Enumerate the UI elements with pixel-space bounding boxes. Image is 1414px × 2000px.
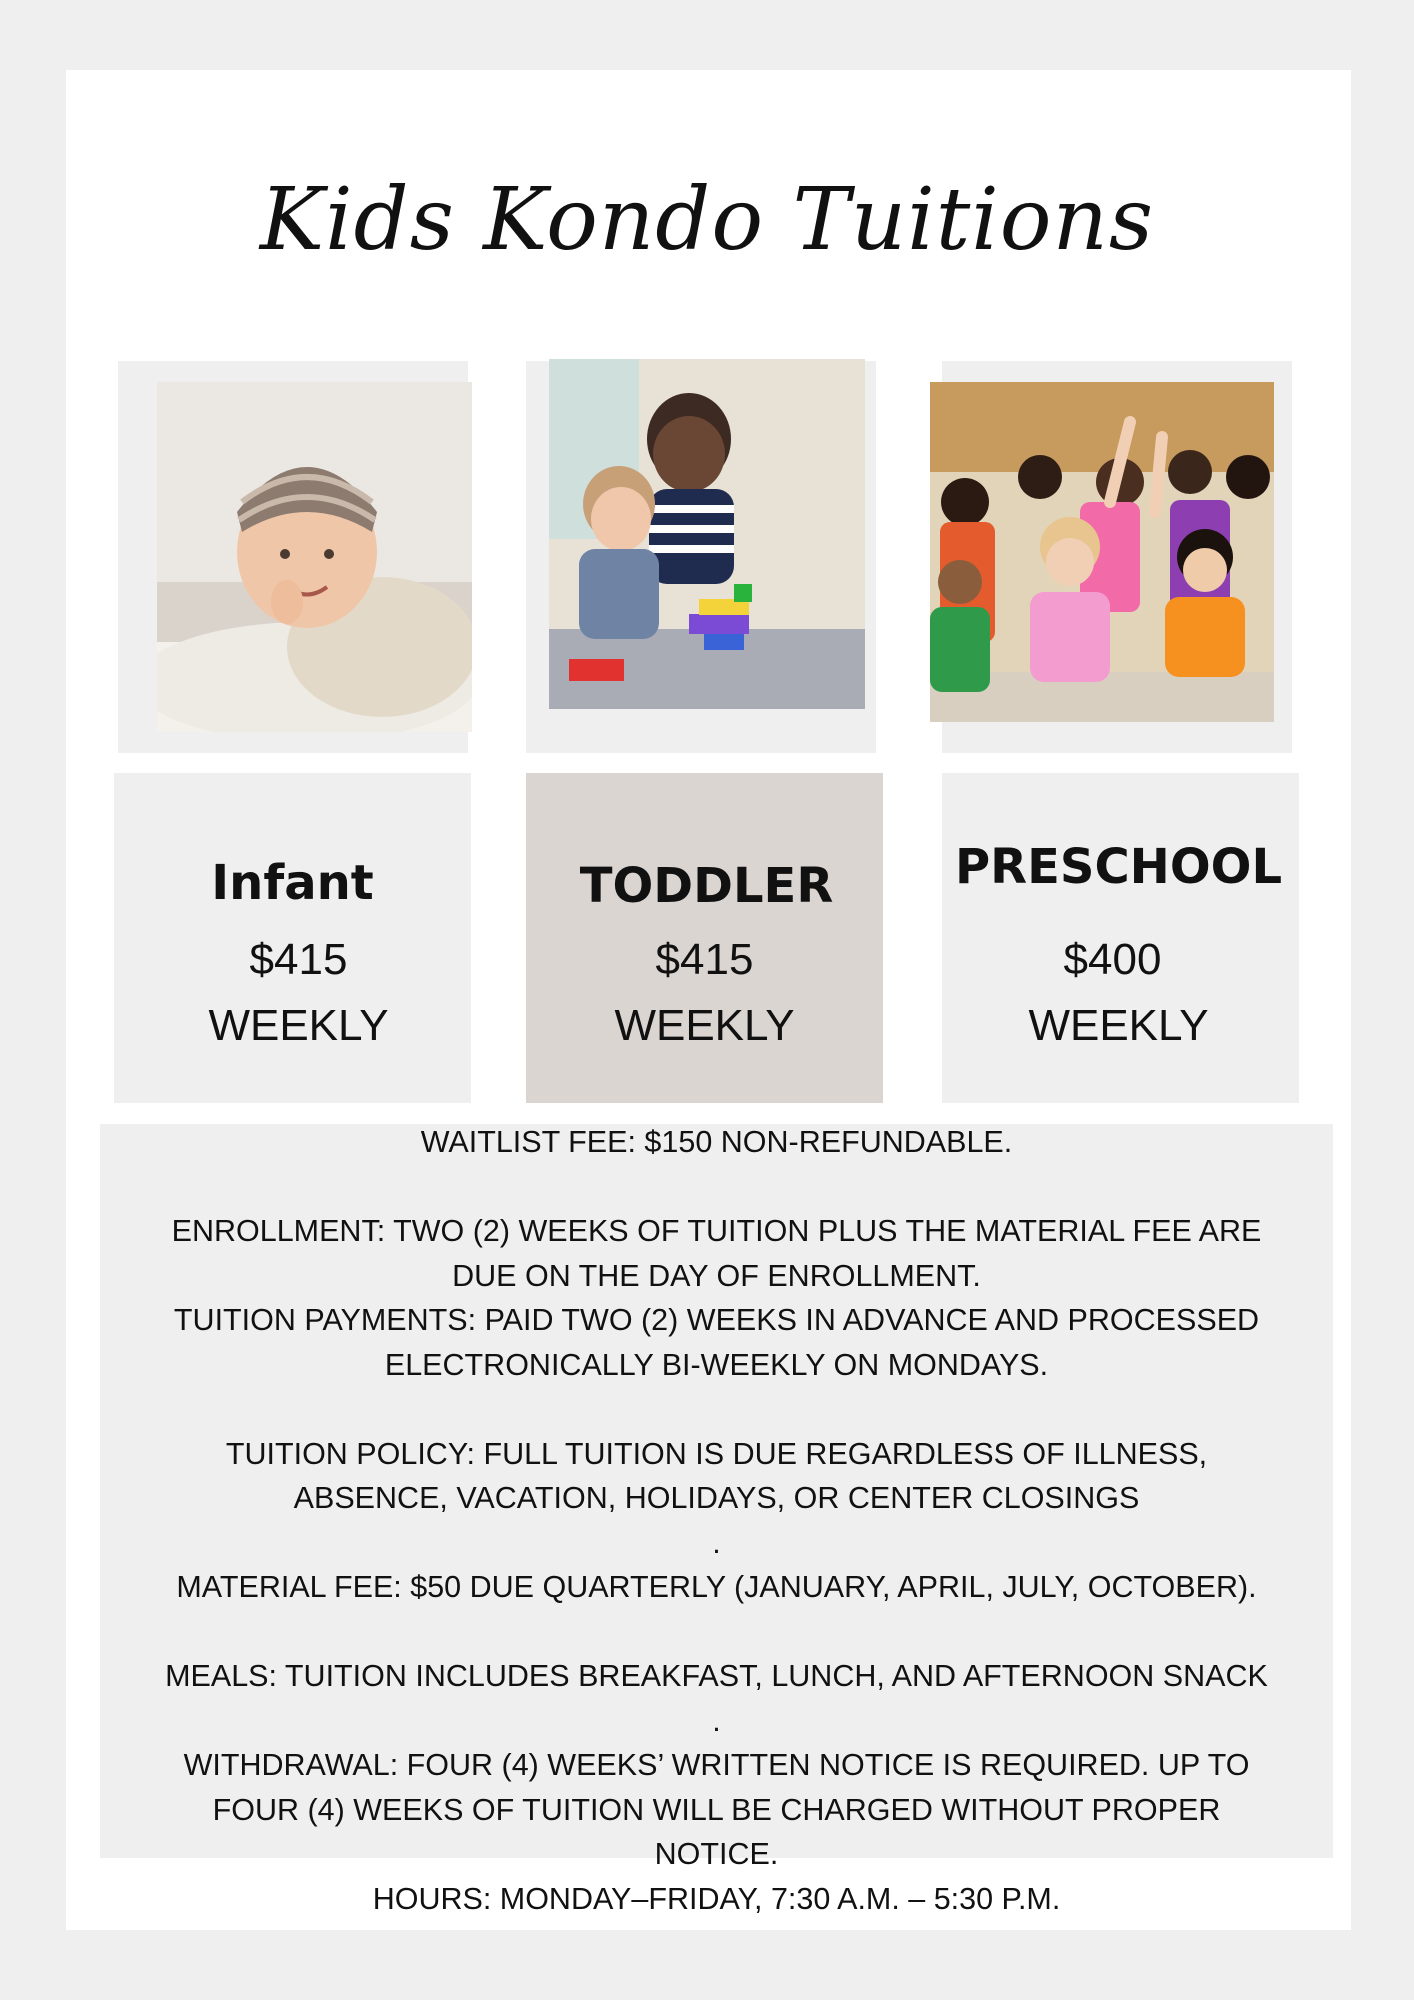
plan-name: TODDLER [579,858,834,914]
plan-period: WEEKLY [1028,1001,1209,1050]
plan-name: Infant [211,855,374,911]
tuition-payments: TUITION PAYMENTS: PAID TWO (2) WEEKS IN ADVANCE AND PROCESSED [173,1303,1260,1337]
toddler-price-card [526,773,883,1103]
page-title: Kids Kondo Tuitions [259,170,1155,270]
plan-period: WEEKLY [208,1001,389,1050]
tuition-policy-cont: ABSENCE, VACATION, HOLIDAYS, OR CENTER CLOSINGS [293,1481,1140,1515]
preschool-photo [930,382,1274,722]
spacer [100,1387,1333,1432]
meals-policy-period: . [712,1703,721,1738]
tuition-policy-period: . [712,1525,721,1560]
enrollment-policy-cont: DUE ON THE DAY OF ENROLLMENT. [452,1258,981,1293]
hours: HOURS: MONDAY–FRIDAY, 7:30 A.M. – 5:30 P.M. [372,1881,1061,1916]
toddler-photo [549,359,865,709]
plan-period: WEEKLY [614,1001,795,1050]
tuition-payments-cont: ELECTRONICALLY BI-WEEKLY ON MONDAYS. [384,1347,1049,1382]
plan-price: $415 [655,935,754,984]
plan-name: PRESCHOOL [954,839,1283,895]
infant-price-card [114,773,471,1103]
policy-text [100,1120,1333,1921]
infant-photo [157,382,472,732]
withdrawal-policy-end: NOTICE. [654,1837,779,1871]
waitlist-fee: WAITLIST FEE: $150 NON-REFUNDABLE. [420,1125,1013,1159]
tuition-policy: TUITION POLICY: FULL TUITION IS DUE REGARDLESS OF ILLNESS, [225,1436,1208,1471]
withdrawal-policy: WITHDRAWAL: FOUR (4) WEEKS’ WRITTEN NOTICE IS REQUIRED. UP TO [183,1748,1250,1782]
material-fee: MATERIAL FEE: $50 DUE QUARTERLY (JANUARY, APRIL, JULY, OCTOBER). [176,1570,1257,1604]
plan-price: $415 [249,935,348,984]
spacer [100,1165,1333,1210]
enrollment-policy: ENROLLMENT: TWO (2) WEEKS OF TUITION PLUS THE MATERIAL FEE ARE [171,1214,1262,1248]
meals-policy: MEALS: TUITION INCLUDES BREAKFAST, LUNCH, AND AFTERNOON SNACK [165,1659,1268,1693]
plan-price: $400 [1063,935,1162,984]
spacer [100,1610,1333,1655]
preschool-price-card [942,773,1299,1103]
withdrawal-policy-cont: FOUR (4) WEEKS OF TUITION WILL BE CHARGED WITHOUT PROPER [212,1792,1221,1827]
